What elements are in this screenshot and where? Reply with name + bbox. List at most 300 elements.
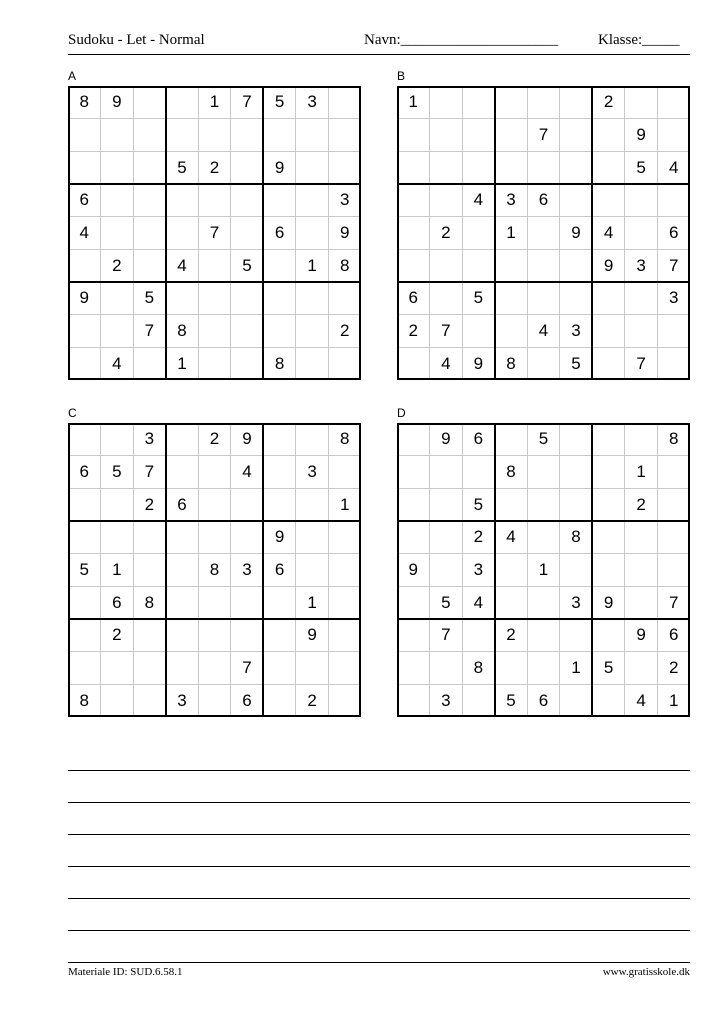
- empty-cell[interactable]: [68, 423, 101, 456]
- empty-cell[interactable]: [592, 151, 625, 184]
- empty-cell[interactable]: [625, 315, 658, 348]
- empty-cell[interactable]: [166, 521, 199, 554]
- empty-cell[interactable]: [328, 151, 361, 184]
- empty-cell[interactable]: [560, 119, 593, 152]
- empty-cell[interactable]: [166, 184, 199, 217]
- given-digit-cell: 2: [307, 690, 317, 710]
- empty-cell[interactable]: [101, 151, 134, 184]
- empty-cell[interactable]: [397, 217, 430, 250]
- empty-cell[interactable]: [430, 184, 463, 217]
- sudoku-grid: [68, 423, 361, 717]
- empty-cell[interactable]: [296, 119, 329, 152]
- given-digit-cell: 8: [209, 559, 220, 579]
- empty-cell[interactable]: [560, 684, 593, 717]
- empty-cell[interactable]: [328, 586, 361, 619]
- empty-cell[interactable]: [198, 249, 231, 282]
- empty-cell[interactable]: [657, 119, 690, 152]
- given-digit-cell: 5: [473, 494, 484, 514]
- empty-cell[interactable]: [68, 521, 101, 554]
- given-digit-cell: 6: [274, 559, 285, 579]
- given-digit-cell: 3: [339, 190, 350, 210]
- empty-cell[interactable]: [462, 315, 495, 348]
- empty-cell[interactable]: [397, 347, 430, 380]
- empty-cell[interactable]: [263, 652, 296, 685]
- empty-cell[interactable]: [231, 347, 264, 380]
- worksheet-title: Sudoku - Let - Normal: [68, 32, 205, 48]
- empty-cell[interactable]: [296, 521, 329, 554]
- empty-cell[interactable]: [657, 554, 690, 587]
- empty-cell[interactable]: [560, 249, 593, 282]
- given-digit-cell: 8: [668, 429, 679, 449]
- empty-cell[interactable]: [101, 652, 134, 685]
- empty-cell[interactable]: [68, 151, 101, 184]
- empty-cell[interactable]: [166, 456, 199, 489]
- empty-cell[interactable]: [328, 282, 361, 315]
- empty-cell[interactable]: [101, 315, 134, 348]
- empty-cell[interactable]: [133, 217, 166, 250]
- empty-cell[interactable]: [430, 521, 463, 554]
- given-digit-cell: 4: [506, 527, 516, 547]
- empty-cell[interactable]: [198, 619, 231, 652]
- empty-cell[interactable]: [328, 347, 361, 380]
- empty-cell[interactable]: [527, 347, 560, 380]
- empty-cell[interactable]: [397, 488, 430, 521]
- given-digit-cell: 3: [441, 690, 451, 710]
- empty-cell[interactable]: [296, 347, 329, 380]
- given-digit-cell: 7: [209, 222, 220, 242]
- given-digit-cell: 1: [538, 559, 549, 579]
- empty-cell[interactable]: [657, 86, 690, 119]
- empty-cell[interactable]: [495, 86, 528, 119]
- empty-cell[interactable]: [430, 249, 463, 282]
- empty-cell[interactable]: [198, 184, 231, 217]
- empty-cell[interactable]: [592, 554, 625, 587]
- empty-cell[interactable]: [430, 119, 463, 152]
- empty-cell[interactable]: [198, 347, 231, 380]
- empty-cell[interactable]: [430, 652, 463, 685]
- empty-cell[interactable]: [133, 86, 166, 119]
- empty-cell[interactable]: [592, 347, 625, 380]
- empty-cell[interactable]: [430, 554, 463, 587]
- given-digit-cell: 7: [538, 124, 549, 144]
- empty-cell[interactable]: [263, 586, 296, 619]
- given-digit-cell: 2: [112, 625, 122, 645]
- given-digit-cell: 7: [668, 255, 679, 275]
- empty-cell[interactable]: [328, 86, 361, 119]
- given-digit-cell: 6: [79, 461, 89, 481]
- empty-cell[interactable]: [495, 119, 528, 152]
- empty-cell[interactable]: [462, 619, 495, 652]
- empty-cell[interactable]: [133, 521, 166, 554]
- given-digit-cell: 5: [603, 657, 614, 677]
- empty-cell[interactable]: [625, 184, 658, 217]
- empty-cell[interactable]: [495, 151, 528, 184]
- empty-cell[interactable]: [263, 684, 296, 717]
- given-digit-cell: 7: [242, 92, 252, 112]
- empty-cell[interactable]: [101, 423, 134, 456]
- given-digit-cell: 3: [307, 92, 317, 112]
- given-digit-cell: 5: [538, 429, 549, 449]
- empty-cell[interactable]: [495, 488, 528, 521]
- empty-cell[interactable]: [101, 684, 134, 717]
- empty-cell[interactable]: [296, 554, 329, 587]
- empty-cell[interactable]: [328, 456, 361, 489]
- empty-cell[interactable]: [495, 315, 528, 348]
- empty-cell[interactable]: [397, 119, 430, 152]
- puzzle-label: A: [68, 69, 77, 83]
- given-digit-cell: 8: [177, 320, 187, 340]
- empty-cell[interactable]: [166, 652, 199, 685]
- empty-cell[interactable]: [296, 652, 329, 685]
- given-digit-cell: 1: [112, 559, 122, 579]
- empty-cell[interactable]: [263, 282, 296, 315]
- empty-cell[interactable]: [166, 282, 199, 315]
- given-digit-cell: 9: [339, 222, 350, 242]
- empty-cell[interactable]: [101, 521, 134, 554]
- given-digit-cell: 7: [636, 353, 646, 373]
- empty-cell[interactable]: [263, 315, 296, 348]
- empty-cell[interactable]: [657, 347, 690, 380]
- empty-cell[interactable]: [101, 184, 134, 217]
- empty-cell[interactable]: [527, 521, 560, 554]
- given-digit-cell: 9: [79, 288, 89, 308]
- empty-cell[interactable]: [560, 619, 593, 652]
- empty-cell[interactable]: [397, 652, 430, 685]
- empty-cell[interactable]: [263, 456, 296, 489]
- empty-cell[interactable]: [101, 488, 134, 521]
- empty-cell[interactable]: [397, 456, 430, 489]
- empty-cell[interactable]: [397, 586, 430, 619]
- empty-cell[interactable]: [68, 119, 101, 152]
- given-digit-cell: 6: [473, 429, 484, 449]
- sudoku-grid: [68, 86, 361, 380]
- empty-cell[interactable]: [231, 217, 264, 250]
- empty-cell[interactable]: [527, 282, 560, 315]
- empty-cell[interactable]: [560, 282, 593, 315]
- given-digit-cell: 8: [473, 657, 484, 677]
- given-digit-cell: 7: [441, 320, 451, 340]
- empty-cell[interactable]: [625, 282, 658, 315]
- empty-cell[interactable]: [328, 119, 361, 152]
- given-digit-cell: 8: [79, 92, 89, 112]
- empty-cell[interactable]: [592, 456, 625, 489]
- empty-cell[interactable]: [198, 488, 231, 521]
- empty-cell[interactable]: [527, 86, 560, 119]
- empty-cell[interactable]: [198, 282, 231, 315]
- empty-cell[interactable]: [198, 521, 231, 554]
- empty-cell[interactable]: [560, 151, 593, 184]
- empty-cell[interactable]: [133, 554, 166, 587]
- given-digit-cell: 8: [506, 353, 516, 373]
- empty-cell[interactable]: [495, 586, 528, 619]
- empty-cell[interactable]: [560, 488, 593, 521]
- empty-cell[interactable]: [231, 521, 264, 554]
- empty-cell[interactable]: [231, 315, 264, 348]
- empty-cell[interactable]: [231, 619, 264, 652]
- given-digit-cell: 2: [636, 494, 646, 514]
- given-digit-cell: 9: [274, 157, 285, 177]
- empty-cell[interactable]: [430, 86, 463, 119]
- empty-cell[interactable]: [166, 619, 199, 652]
- empty-cell[interactable]: [625, 86, 658, 119]
- empty-cell[interactable]: [527, 456, 560, 489]
- empty-cell[interactable]: [657, 184, 690, 217]
- empty-cell[interactable]: [430, 282, 463, 315]
- empty-cell[interactable]: [133, 151, 166, 184]
- empty-cell[interactable]: [166, 86, 199, 119]
- empty-cell[interactable]: [657, 315, 690, 348]
- empty-cell[interactable]: [166, 119, 199, 152]
- name-field-label: Navn:_____________________: [364, 32, 559, 48]
- empty-cell[interactable]: [133, 347, 166, 380]
- empty-cell[interactable]: [133, 184, 166, 217]
- empty-cell[interactable]: [166, 423, 199, 456]
- empty-cell[interactable]: [231, 282, 264, 315]
- empty-cell[interactable]: [263, 423, 296, 456]
- empty-cell[interactable]: [397, 184, 430, 217]
- empty-cell[interactable]: [68, 586, 101, 619]
- given-digit-cell: 2: [339, 320, 350, 340]
- empty-cell[interactable]: [560, 423, 593, 456]
- empty-cell[interactable]: [527, 619, 560, 652]
- given-digit-cell: 7: [144, 461, 155, 481]
- empty-cell[interactable]: [592, 184, 625, 217]
- given-digit-cell: 4: [636, 690, 646, 710]
- given-digit-cell: 6: [242, 690, 252, 710]
- given-digit-cell: 3: [668, 288, 679, 308]
- writing-line[interactable]: [68, 930, 690, 931]
- empty-cell[interactable]: [560, 184, 593, 217]
- empty-cell[interactable]: [397, 684, 430, 717]
- empty-cell[interactable]: [430, 488, 463, 521]
- empty-cell[interactable]: [527, 652, 560, 685]
- sudoku-grid: [397, 423, 690, 717]
- given-digit-cell: 6: [408, 288, 418, 308]
- empty-cell[interactable]: [625, 521, 658, 554]
- empty-cell[interactable]: [68, 652, 101, 685]
- given-digit-cell: 8: [339, 255, 350, 275]
- empty-cell[interactable]: [592, 684, 625, 717]
- empty-cell[interactable]: [133, 249, 166, 282]
- empty-cell[interactable]: [166, 586, 199, 619]
- empty-cell[interactable]: [397, 619, 430, 652]
- empty-cell[interactable]: [592, 315, 625, 348]
- empty-cell[interactable]: [625, 217, 658, 250]
- given-digit-cell: 5: [473, 288, 484, 308]
- given-digit-cell: 5: [112, 461, 122, 481]
- empty-cell[interactable]: [560, 554, 593, 587]
- empty-cell[interactable]: [296, 488, 329, 521]
- given-digit-cell: 7: [242, 657, 252, 677]
- empty-cell[interactable]: [527, 488, 560, 521]
- given-digit-cell: 1: [408, 92, 418, 112]
- empty-cell[interactable]: [495, 423, 528, 456]
- given-digit-cell: 6: [177, 494, 187, 514]
- empty-cell[interactable]: [68, 488, 101, 521]
- empty-cell[interactable]: [231, 119, 264, 152]
- empty-cell[interactable]: [527, 151, 560, 184]
- given-digit-cell: 9: [636, 625, 646, 645]
- given-digit-cell: 6: [274, 222, 285, 242]
- given-digit-cell: 1: [636, 461, 646, 481]
- writing-line[interactable]: [68, 866, 690, 867]
- empty-cell[interactable]: [430, 456, 463, 489]
- writing-line[interactable]: [68, 802, 690, 803]
- empty-cell[interactable]: [462, 249, 495, 282]
- empty-cell[interactable]: [462, 119, 495, 152]
- empty-cell[interactable]: [328, 521, 361, 554]
- given-digit-cell: 1: [307, 255, 317, 275]
- empty-cell[interactable]: [560, 456, 593, 489]
- empty-cell[interactable]: [231, 488, 264, 521]
- empty-cell[interactable]: [231, 586, 264, 619]
- given-digit-cell: 1: [506, 222, 516, 242]
- empty-cell[interactable]: [198, 456, 231, 489]
- given-digit-cell: 8: [79, 690, 89, 710]
- empty-cell[interactable]: [133, 652, 166, 685]
- puzzle-label: B: [397, 69, 406, 83]
- empty-cell[interactable]: [328, 619, 361, 652]
- class-field-label: Klasse:_____: [598, 32, 680, 48]
- website-link[interactable]: www.gratisskole.dk: [602, 966, 690, 978]
- empty-cell[interactable]: [328, 684, 361, 717]
- empty-cell[interactable]: [462, 151, 495, 184]
- empty-cell[interactable]: [462, 86, 495, 119]
- empty-cell[interactable]: [133, 119, 166, 152]
- empty-cell[interactable]: [296, 184, 329, 217]
- empty-cell[interactable]: [430, 151, 463, 184]
- given-digit-cell: 2: [112, 255, 122, 275]
- given-digit-cell: 2: [144, 494, 155, 514]
- material-id: Materiale ID: SUD.6.58.1: [68, 966, 183, 978]
- given-digit-cell: 7: [668, 592, 679, 612]
- given-digit-cell: 3: [307, 461, 317, 481]
- empty-cell[interactable]: [296, 315, 329, 348]
- empty-cell[interactable]: [495, 554, 528, 587]
- empty-cell[interactable]: [198, 684, 231, 717]
- given-digit-cell: 3: [177, 690, 187, 710]
- given-digit-cell: 3: [242, 559, 252, 579]
- empty-cell[interactable]: [296, 217, 329, 250]
- empty-cell[interactable]: [462, 684, 495, 717]
- empty-cell[interactable]: [560, 86, 593, 119]
- given-digit-cell: 6: [112, 592, 122, 612]
- empty-cell[interactable]: [68, 347, 101, 380]
- given-digit-cell: 5: [571, 353, 581, 373]
- given-digit-cell: 2: [506, 625, 516, 645]
- given-digit-cell: 1: [668, 690, 679, 710]
- empty-cell[interactable]: [495, 282, 528, 315]
- empty-cell[interactable]: [198, 119, 231, 152]
- page-header: [68, 32, 690, 54]
- given-digit-cell: 8: [571, 527, 581, 547]
- empty-cell[interactable]: [296, 151, 329, 184]
- given-digit-cell: 4: [603, 222, 614, 242]
- empty-cell[interactable]: [462, 456, 495, 489]
- empty-cell[interactable]: [657, 521, 690, 554]
- empty-cell[interactable]: [231, 151, 264, 184]
- empty-cell[interactable]: [263, 488, 296, 521]
- given-digit-cell: 3: [571, 320, 581, 340]
- empty-cell[interactable]: [592, 521, 625, 554]
- given-digit-cell: 9: [408, 559, 418, 579]
- given-digit-cell: 3: [571, 592, 581, 612]
- empty-cell[interactable]: [101, 282, 134, 315]
- empty-cell[interactable]: [296, 282, 329, 315]
- footer-divider: [68, 962, 690, 963]
- given-digit-cell: 3: [636, 255, 646, 275]
- empty-cell[interactable]: [527, 249, 560, 282]
- empty-cell[interactable]: [625, 554, 658, 587]
- empty-cell[interactable]: [68, 619, 101, 652]
- empty-cell[interactable]: [592, 619, 625, 652]
- empty-cell[interactable]: [231, 184, 264, 217]
- empty-cell[interactable]: [328, 554, 361, 587]
- empty-cell[interactable]: [101, 119, 134, 152]
- empty-cell[interactable]: [397, 249, 430, 282]
- empty-cell[interactable]: [133, 619, 166, 652]
- empty-cell[interactable]: [625, 586, 658, 619]
- empty-cell[interactable]: [198, 652, 231, 685]
- empty-cell[interactable]: [527, 217, 560, 250]
- given-digit-cell: 2: [441, 222, 451, 242]
- given-digit-cell: 4: [112, 353, 122, 373]
- given-digit-cell: 4: [242, 461, 252, 481]
- empty-cell[interactable]: [166, 554, 199, 587]
- writing-line[interactable]: [68, 898, 690, 899]
- given-digit-cell: 2: [668, 657, 679, 677]
- empty-cell[interactable]: [397, 521, 430, 554]
- empty-cell[interactable]: [527, 586, 560, 619]
- empty-cell[interactable]: [328, 652, 361, 685]
- empty-cell[interactable]: [592, 488, 625, 521]
- writing-line[interactable]: [68, 770, 690, 771]
- empty-cell[interactable]: [625, 423, 658, 456]
- empty-cell[interactable]: [68, 249, 101, 282]
- empty-cell[interactable]: [592, 423, 625, 456]
- empty-cell[interactable]: [397, 423, 430, 456]
- empty-cell[interactable]: [263, 619, 296, 652]
- empty-cell[interactable]: [133, 684, 166, 717]
- empty-cell[interactable]: [495, 249, 528, 282]
- empty-cell[interactable]: [625, 652, 658, 685]
- given-digit-cell: 4: [668, 157, 679, 177]
- empty-cell[interactable]: [592, 282, 625, 315]
- empty-cell[interactable]: [296, 423, 329, 456]
- empty-cell[interactable]: [68, 315, 101, 348]
- empty-cell[interactable]: [657, 456, 690, 489]
- empty-cell[interactable]: [198, 586, 231, 619]
- empty-cell[interactable]: [657, 488, 690, 521]
- empty-cell[interactable]: [263, 119, 296, 152]
- empty-cell[interactable]: [198, 315, 231, 348]
- empty-cell[interactable]: [495, 652, 528, 685]
- given-digit-cell: 4: [177, 255, 187, 275]
- given-digit-cell: 1: [339, 494, 350, 514]
- given-digit-cell: 9: [112, 92, 122, 112]
- empty-cell[interactable]: [462, 217, 495, 250]
- writing-line[interactable]: [68, 834, 690, 835]
- empty-cell[interactable]: [592, 119, 625, 152]
- empty-cell[interactable]: [397, 151, 430, 184]
- given-digit-cell: 9: [571, 222, 581, 242]
- empty-cell[interactable]: [263, 184, 296, 217]
- empty-cell[interactable]: [101, 217, 134, 250]
- empty-cell[interactable]: [263, 249, 296, 282]
- given-digit-cell: 5: [506, 690, 516, 710]
- empty-cell[interactable]: [166, 217, 199, 250]
- given-digit-cell: 6: [538, 190, 549, 210]
